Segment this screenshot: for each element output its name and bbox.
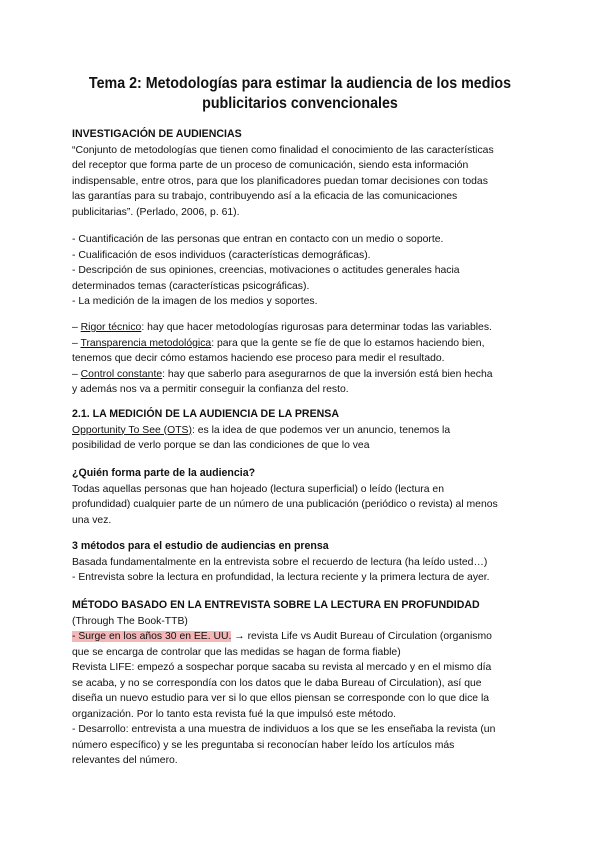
section-heading: ¿Quién forma parte de la audiencia? [72,467,256,479]
paragraph-line: número específico) y se les preguntaba si reconocían haber leído los artículos más [72,739,455,751]
quote-line: del receptor que forma parte de un proceso de comunicación, siendo esta información [72,160,469,171]
section-heading: 3 métodos para el estudio de audiencias en prensa [72,540,329,552]
list-item: - Descripción de sus opiniones, creencias, motivaciones o actitudes generales hacia [72,265,460,276]
section-heading: INVESTIGACIÓN DE AUDIENCIAS [72,128,242,140]
highlighted-text: - Surge en los años 30 en EE. UU. [72,631,232,642]
list-item: determinados temas (características psicográficas). [72,280,310,292]
paragraph-line: - Entrevista sobre la lectura en profundidad, la lectura reciente y la primera lectura de ayer. [72,572,490,583]
paragraph-line: Basada fundamentalmente en la entrevista sobre el recuerdo de lectura (ha leído usted…) [72,556,488,568]
paragraph-line: una vez. [72,514,112,526]
section-audience-research [72,127,542,220]
list-item: - Cuantificación de las personas que entran en contacto con un medio o soporte. [72,234,444,245]
title-line-2: publicitarios convencionales [202,95,398,112]
section-heading: 2.1. LA MEDICIÓN DE LA AUDIENCIA DE LA PRENSA [72,408,340,420]
objectives-list [72,232,542,310]
section-ttb-method [72,598,542,769]
principle-control: – Control constante: hay que saberlo para asegurarnos de que la inversión está bien hecha [72,368,493,380]
origin-line: - Surge en los años 30 en EE. UU. → revista Life vs Audit Bureau of Circulation (organismo [72,631,492,642]
paragraph-line: relevantes del número. [72,755,178,766]
principle-rigor: – Rigor técnico: hay que hacer metodologías rigurosas para determinar todas las variables. [72,322,492,333]
paragraph-line: Todas aquellas personas que han hojeado (lectura superficial) o leído (lectura en [72,483,444,495]
principle-transparency-cont: tenemos que decir cómo estamos haciendo ese proceso para medir el resultado. [72,353,445,364]
term-ots: Opportunity To See (OTS) [72,424,192,436]
section-three-methods [72,539,542,586]
paragraph-line: organización. Por lo tanto esta revista fué la que impulsó este método. [72,708,397,720]
principles-list [72,320,542,398]
section-press-audience [72,407,542,454]
section-subheading: (Through The Book-TTB) [72,615,188,627]
ots-definition-cont: posibilidad de verlo porque se dan las condiciones de que lo vea [72,440,370,451]
term-transparency: Transparencia metodológica [80,337,212,349]
section-heading: MÉTODO BASADO EN LA ENTREVISTA SOBRE LA LECTURA EN PROFUNDIDAD [72,599,480,611]
principle-control-cont: y además nos va a permitir conseguir la confianza del resto. [72,384,349,395]
quote-line: indispensable, entre otros, para que los planificadores puedan tomar decisiones con todas [72,175,488,187]
title-line-1: Tema 2: Metodologías para estimar la audiencia de los medios [88,75,512,92]
principle-transparency: – Transparencia metodológica: para que la gente se fíe de que lo estamos haciendo bien, [72,337,485,349]
paragraph-line: - Desarrollo: entrevista a una muestra de individuos a los que se les enseñaba la revista (un [72,724,496,735]
quote-line: “Conjunto de metodologías que tienen como finalidad el conocimiento de las características [72,144,494,156]
quote-line: publicitarias”. (Perlado, 2006, p. 61). [72,206,240,218]
paragraph-line: diseña un nuevo estudio para ver si lo que ellos piensan se corresponde con lo que dice la [72,693,490,704]
paragraph-line: Revista LIFE: empezó a sospechar porque sacaba su revista al mercado y en el mismo día [72,662,492,673]
section-who-is-audience [72,466,542,528]
list-item: - La medición de la imagen de los medios y soportes. [72,296,318,307]
term-control: Control constante [80,368,163,380]
page-title [79,74,521,114]
list-item: - Cualificación de esos individuos (características demográficas). [72,249,371,261]
paragraph-line: profundidad) cualquier parte de un número de una publicación (periódico o revista) al menos [72,499,498,510]
term-rigor: Rigor técnico [80,322,142,333]
ots-definition: Opportunity To See (OTS): es la idea de que podemos ver un anuncio, tenemos la [72,424,451,436]
paragraph-line: que se encarga de controlar que las medidas se hagan de forma fiable) [72,646,401,658]
quote-line: las garantías para su trabajo, contribuyendo así a la eficacia de las comunicaciones [72,191,458,202]
paragraph-line: se acaba, y no se correspondía con los datos que le daba Bureau of Circulation), así que [72,677,482,689]
